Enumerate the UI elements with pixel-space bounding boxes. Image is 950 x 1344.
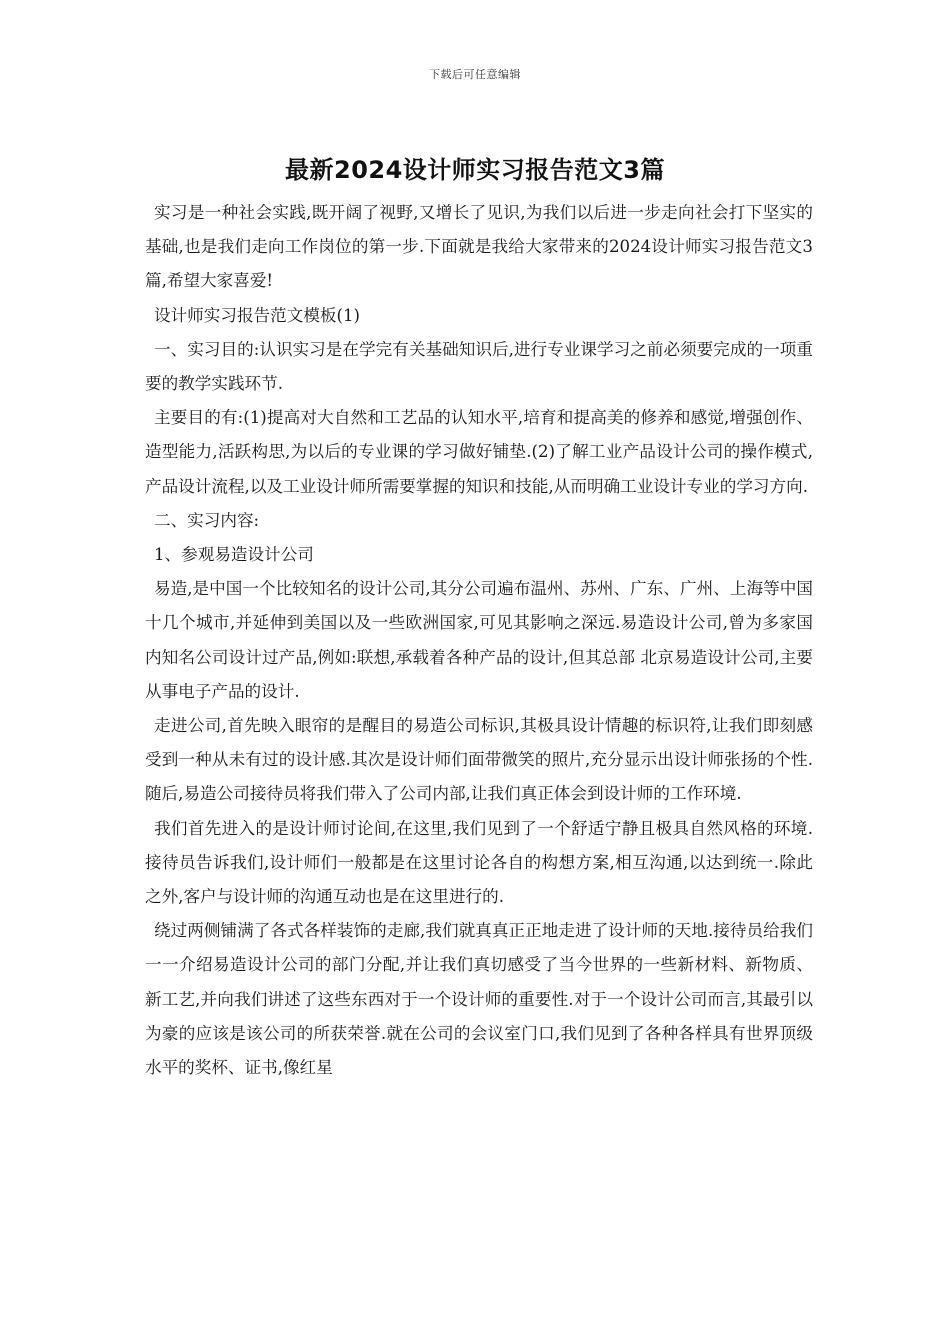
paragraph-subheading-visit: 1、参观易造设计公司 [154, 545, 314, 565]
paragraph-section-heading: 设计师实习报告范文模板(1) [154, 305, 361, 325]
paragraph-purpose: 一、实习目的:认识实习是在学完有关基础知识后,进行专业课学习之前必须要完成的一项重要的教学实践环节. [145, 339, 813, 394]
paragraph-discussion-room: 我们首先进入的是设计师讨论间,在这里,我们见到了一个舒适宁静且极具自然风格的环境.接待员告诉我们,设计师们一般都是在这里讨论各自的构想方案,相互沟通,以达到统一.除此之外,客户与设计师的沟通互动也是在这里进行的. [145, 818, 813, 907]
paragraph-content-heading: 二、实习内容: [154, 510, 260, 530]
paragraph-entering-company: 走进公司,首先映入眼帘的是醒目的易造公司标识,其极具设计情趣的标识符,让我们即刻感受到一种从未有过的设计感.其次是设计师们面带微笑的照片,充分显示出设计师张扬的个性.随后,易造公司接待员将我们带入了公司内部,让我们真正体会到设计师的工作环境. [145, 716, 813, 804]
document-body [145, 196, 813, 1085]
paragraph-designers-space: 绕过两侧铺满了各式各样装饰的走廊,我们就真真正正地走进了设计师的天地.接待员给我们一一介绍易造设计公司的部门分配,并让我们真切感受了当今世界的一些新材料、新物质、新工艺,并向我们讲述了这些东西对于一个设计师的重要性.对于一个设计公司而言,其最引以为豪的应该是该公司的所获荣誉.就在公司的会议室门口,我们见到了各种各样具有世界顶级水平的奖杯、证书,像红星 [145, 921, 813, 1078]
paragraph-main-goals: 主要目的有:(1)提高对大自然和工艺品的认知水平,培育和提高美的修养和感觉,增强创作、造型能力,活跃构思,为以后的专业课的学习做好铺垫.(2)了解工业产品设计公司的操作模式,产品设计流程,以及工业设计师所需要掌握的知识和技能,从而明确工业设计专业的学习方向. [145, 408, 813, 496]
paragraph-company-intro: 易造,是中国一个比较知名的设计公司,其分公司遍布温州、苏州、广东、广州、上海等中国十几个城市,并延伸到美国以及一些欧洲国家,可见其影响之深远.易造设计公司,曾为多家国内知名公司设计过产品,例如:联想,承载着各种产品的设计,但其总部 北京易造设计公司,主要从事电子产品的设计. [145, 579, 813, 701]
paragraph-intro: 实习是一种社会实践,既开阔了视野,又增长了见识,为我们以后进一步走向社会打下坚实的基础,也是我们走向工作岗位的第一步.下面就是我给大家带来的2024设计师实习报告范文3篇,希望大家喜爱! [145, 203, 813, 291]
document-title: 最新2024设计师实习报告范文3篇 [285, 156, 665, 184]
header-note: 下载后可任意编辑 [429, 68, 521, 81]
